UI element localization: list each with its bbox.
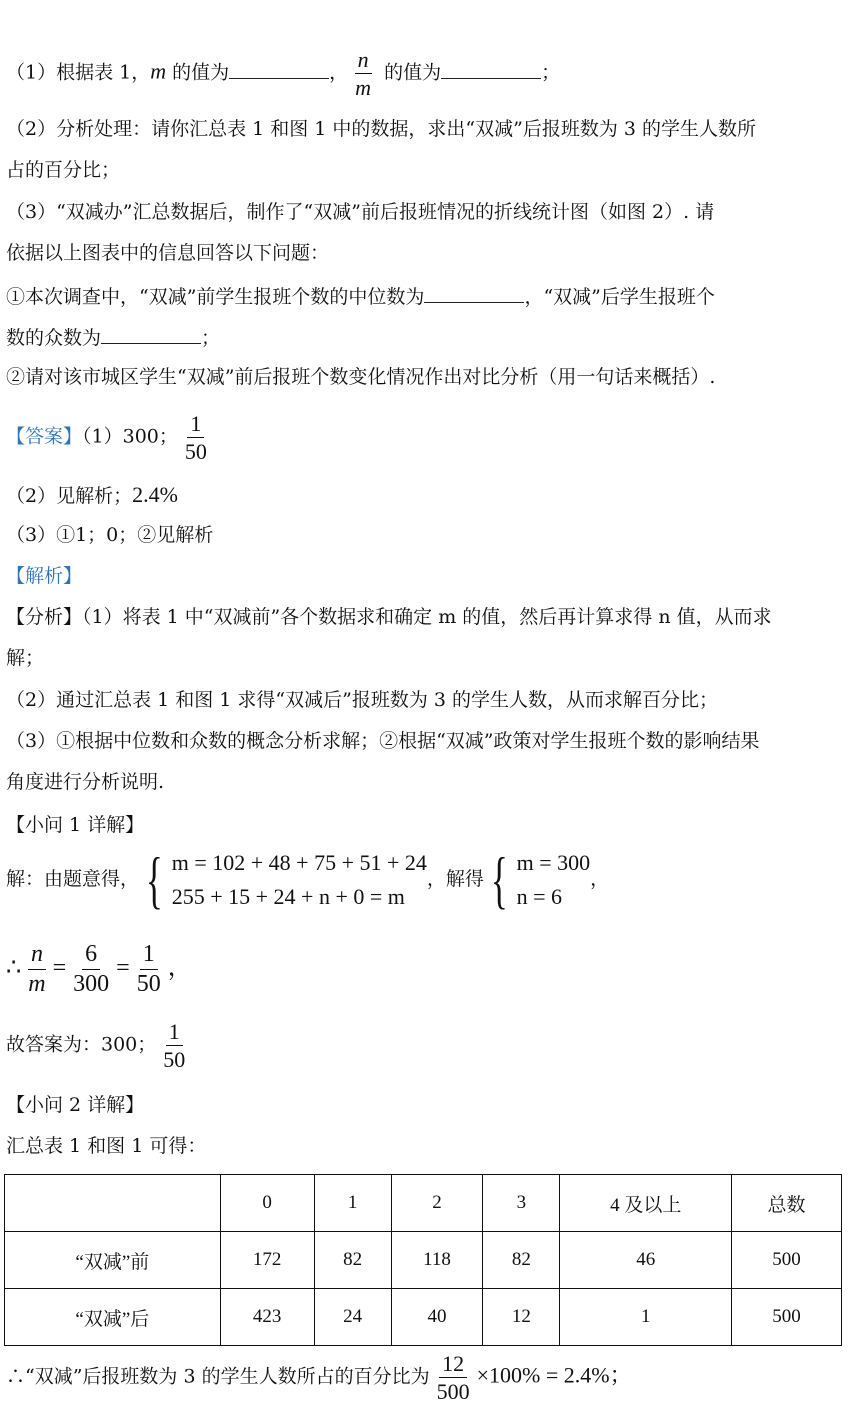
table-cell: “双减”前 bbox=[5, 1232, 221, 1289]
var-m: m bbox=[150, 58, 167, 84]
ratio-end: ， bbox=[167, 955, 192, 982]
table-header-cell: 3 bbox=[483, 1175, 560, 1232]
analysis-line5: 角度进行分析说明. bbox=[6, 771, 165, 793]
table-cell: 46 bbox=[560, 1232, 732, 1289]
final-prefix: 故答案为：300； bbox=[6, 1033, 157, 1056]
conclusion-text: ∴“双减”后报班数为 3 的学生人数所占的百分比为 bbox=[6, 1365, 430, 1388]
sub1-text-b: ，“双减”后学生报班个 bbox=[524, 286, 715, 309]
table-row bbox=[5, 1232, 842, 1289]
frac-den: 500 bbox=[436, 1379, 470, 1405]
frac-den: 300 bbox=[73, 971, 110, 998]
equals-sign: = bbox=[52, 955, 67, 982]
analysis-line2: 解； bbox=[6, 647, 45, 669]
frac-den: 50 bbox=[184, 439, 207, 465]
answer-blank-m bbox=[229, 60, 329, 79]
table-header-cell bbox=[5, 1175, 221, 1232]
question-3-sub1-cont bbox=[6, 325, 220, 350]
frac-den: m bbox=[355, 75, 372, 101]
answer-part3: （3）①1；0；②见解析 bbox=[6, 524, 214, 546]
answer-fraction bbox=[182, 412, 210, 463]
equation-1: m = 102 + 48 + 75 + 51 + 24 bbox=[171, 850, 427, 875]
therefore-symbol: ∴ bbox=[6, 955, 22, 982]
summary-table bbox=[4, 1174, 842, 1346]
frac-den: 50 bbox=[163, 1047, 186, 1073]
analysis-label: 【解析】 bbox=[6, 565, 83, 587]
table-header-cell: 2 bbox=[391, 1175, 483, 1232]
table-cell: 82 bbox=[314, 1232, 391, 1289]
question-3-sub2: ②请对该市城区学生“双减”前后报班个数变化情况作出对比分析（用一句话来概括）. bbox=[6, 366, 716, 388]
question-2-line1: （2）分析处理：请你汇总表 1 和图 1 中的数据，求出“双减”后报班数为 3 的学生人数所 bbox=[6, 118, 757, 140]
table-cell: 12 bbox=[483, 1289, 560, 1346]
table-cell: 118 bbox=[391, 1232, 483, 1289]
sub1-text-c: 数的众数为 bbox=[6, 327, 102, 350]
frac-num: 1 bbox=[166, 1020, 183, 1046]
fraction-n-over-m-calc bbox=[25, 942, 48, 997]
conclusion-result: ×100% = 2.4%； bbox=[476, 1362, 632, 1388]
q1-text-c: 的值为 bbox=[378, 61, 442, 84]
question-2-line2: 占的百分比； bbox=[6, 159, 121, 181]
question-3-sub1 bbox=[6, 284, 715, 309]
frac-den: 50 bbox=[136, 971, 161, 998]
table-header-cell: 4 及以上 bbox=[560, 1175, 732, 1232]
answer-blank-median bbox=[424, 284, 524, 303]
answer-part2: （2）见解析； bbox=[6, 485, 133, 507]
solution-n: n = 6 bbox=[516, 884, 563, 910]
table-cell: 40 bbox=[391, 1289, 483, 1346]
question-3-line1: （3）“双减办”汇总数据后，制作了“双减”前后报班情况的折线统计图（如图 2）. 请 bbox=[6, 201, 715, 223]
solution-system bbox=[484, 846, 590, 914]
table-row bbox=[5, 1289, 842, 1346]
frac-num: n bbox=[355, 48, 372, 74]
answer-line bbox=[6, 412, 214, 463]
ratio-line bbox=[6, 942, 192, 997]
table-header-row bbox=[5, 1175, 842, 1232]
q1-text: （1）根据表 1， bbox=[6, 61, 151, 84]
solution-m: m = 300 bbox=[516, 850, 591, 875]
answer-blank-mode bbox=[101, 325, 201, 344]
frac-num: 1 bbox=[140, 942, 158, 970]
table-header-cell: 总数 bbox=[732, 1175, 842, 1232]
table-header-cell: 0 bbox=[220, 1175, 314, 1232]
table-cell: “双减”后 bbox=[5, 1289, 221, 1346]
detail2-intro: 汇总表 1 和图 1 可得： bbox=[6, 1135, 207, 1157]
equation-system-line bbox=[6, 846, 609, 914]
analysis-line4: （3）①根据中位数和众数的概念分析求解；②根据“双减”政策对学生报班个数的影响结果 bbox=[6, 730, 760, 752]
question-1-line bbox=[6, 48, 560, 99]
q1-end: ； bbox=[541, 61, 561, 84]
sub1-end: ； bbox=[201, 327, 221, 350]
answer-percent: 2.4% bbox=[132, 482, 178, 507]
fraction-12-over-500 bbox=[434, 1352, 473, 1403]
final-answer-line bbox=[6, 1020, 192, 1071]
table-cell: 500 bbox=[732, 1289, 842, 1346]
q1-text-b: 的值为 bbox=[166, 61, 230, 84]
answer-part2-line bbox=[6, 482, 178, 508]
fraction-n-over-m bbox=[352, 48, 374, 99]
fraction-6-over-300 bbox=[70, 942, 112, 997]
analysis-line1: 【分析】（1）将表 1 中“双减前”各个数据求和确定 m 的值，然后再计算求得 n 值，从而求 bbox=[6, 606, 772, 628]
equals-sign: = bbox=[116, 955, 130, 982]
detail2-heading: 【小问 2 详解】 bbox=[6, 1094, 145, 1116]
equation-2: 255 + 15 + 24 + n + 0 = m bbox=[171, 884, 405, 910]
analysis-line3: （2）通过汇总表 1 和图 1 求得“双减后”报班数为 3 的学生人数，从而求解百分比； bbox=[6, 689, 719, 711]
detail1-heading: 【小问 1 详解】 bbox=[6, 814, 145, 836]
frac-num: 1 bbox=[187, 412, 204, 438]
table-cell: 500 bbox=[732, 1232, 842, 1289]
answer-label: 【答案】 bbox=[6, 425, 83, 448]
table-cell: 82 bbox=[483, 1232, 560, 1289]
left-brace: { bbox=[145, 844, 163, 916]
answer-part1: （1）300； bbox=[82, 425, 178, 448]
question-3-line2: 依据以上图表中的信息回答以下问题： bbox=[6, 242, 330, 264]
table-header-cell: 1 bbox=[314, 1175, 391, 1232]
table-cell: 24 bbox=[314, 1289, 391, 1346]
frac-num: 6 bbox=[82, 942, 100, 970]
equation-system bbox=[139, 846, 427, 914]
left-brace: { bbox=[490, 844, 508, 916]
percentage-conclusion bbox=[6, 1352, 632, 1403]
table-cell: 172 bbox=[220, 1232, 314, 1289]
sub1-text: ①本次调查中，“双减”前学生报班个数的中位数为 bbox=[6, 286, 425, 309]
frac-num: 12 bbox=[439, 1352, 467, 1378]
solve-text: ，解得 bbox=[426, 868, 484, 891]
frac-num: n bbox=[28, 942, 46, 970]
solution-prefix: 解：由题意得， bbox=[6, 868, 140, 891]
final-fraction bbox=[160, 1020, 188, 1071]
q1-comma: ， bbox=[329, 61, 349, 84]
table-cell: 1 bbox=[560, 1289, 732, 1346]
frac-den: m bbox=[28, 971, 46, 998]
table-cell: 423 bbox=[220, 1289, 314, 1346]
fraction-1-over-50 bbox=[134, 942, 164, 997]
solution-end: ， bbox=[590, 868, 610, 891]
answer-blank-ratio bbox=[441, 60, 541, 79]
